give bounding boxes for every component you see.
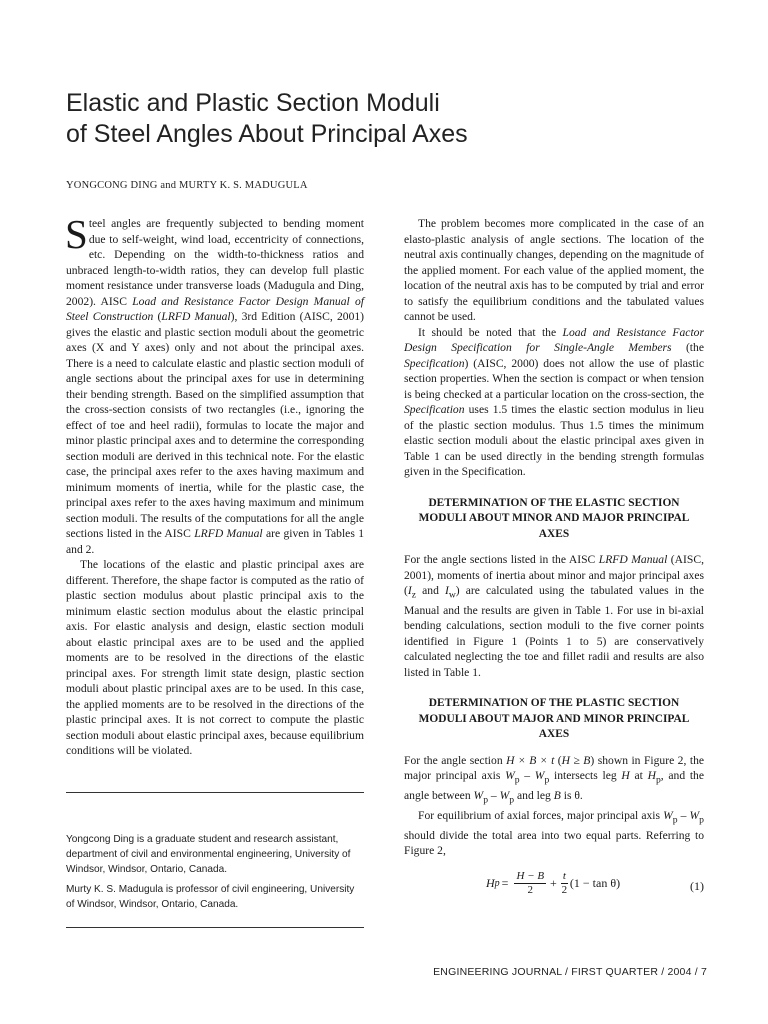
right-column [404,216,704,859]
paper-title [66,88,726,150]
equation-lhs: H [486,876,495,890]
page-footer: ENGINEERING JOURNAL / FIRST QUARTER / 2004 / 7 [433,966,707,978]
elastic-moduli-paragraph: For the angle sections listed in the AISC LRFD Manual (AISC, 2001), moments of inertia about minor and major principal axes ($I_z$ and $I_w$) are calculated using the tabulated values in the Manual and the results are given in Table 1. For use in bi-axial bending calculations, section moduli to the five corner points identified in Figure 1 (Points 1 to 5) are conservatively calculated neglecting the toe and fillet radii and results are also listed in Table 1. [404,553,704,679]
title-line-2: of Steel Angles About Principal Axes [66,120,468,148]
fraction-h-minus-b: $\frac{H - B}{2}$ [516,870,545,896]
footnote-ding: Yongcong Ding is a graduate student and research assistant, department of civil and environmental engineering, University of Windsor, Windsor, Ontario, Canada. [66,834,351,875]
section-heading-elastic: DETERMINATION OF THE ELASTIC SECTION MODULI ABOUT MINOR AND MAJOR PRINCIPAL AXES [418,496,690,540]
intro-paragraph: Steel angles are frequently subjected to bending moment due to self-weight, wind load, eccentricity of connections, etc. Depending on the width-to-thickness ratios and unbraced length-to-width ratios, they can develop full plastic moment resistance under transverse loads (Madugula and Ding, 2002). AISC Load and Resistance Factor Design Manual of Steel Construction (LRFD Manual), 3rd Edition (AISC, 2001) gives the elastic and plastic section moduli about the geometric axes (X and Y axes) only and not about the principal axes. There is a need to calculate elastic and plastic section moduli of angle sections about the principal axes for use in determining their bending strength. Based on the simplified assumption that the cross-section consists of two rectangles (i.e., ignoring the effect of toe and heel radii), formulas to locate the major and minor plastic principal axes and to determine the corresponding section moduli are derived in this technical note. For the elastic case, the principal axes refer to the axes having maximum and minimum moments of inertia, while for the plastic case, the principal axes refer to the axes having maximum and minimum section moduli. The results of the computations for all the angle sections listed in the AISC LRFD Manual are given in Tables 1 and 2. [65,211,365,556]
equation-body: H p = $\frac{H - B}{2}$ + $\frac{t}{2}$ (1 − tan θ) [486,870,621,896]
title-line-1: Elastic and Plastic Section Moduli [66,89,440,117]
drop-cap: S [65,211,88,257]
footnote-divider-top [66,792,364,793]
specification-paragraph: It should be noted that the Load and Resistance Factor Design Specification for Single-Angle Members (the Specification) (AISC, 2000) does not allow the use of plastic section properties. When the section is compact or when tension is being checked at a particular location on the cross-section, the Specification uses 1.5 times the elastic section modulus in lieu of the plastic section modulus. Thus 1.5 times the minimum elastic section moduli about the elastic principal axes given in Table 1 can be used directly in the bending strength formulas given in the Specification. [404,325,704,478]
section-heading-plastic: DETERMINATION OF THE PLASTIC SECTION MODULI ABOUT MAJOR AND MINOR PRINCIPAL AXES [418,697,690,741]
equation-1 [404,866,704,906]
elasto-plastic-paragraph: The problem becomes more complicated in the case of an elasto-plastic analysis of angle sections. The location of the neutral axis continually changes, depending on the magnitude of the applied moment. For each value of the applied moment, the location of the neutral axis has to be computed by trial and error to satisfy the equilibrium conditions and the tabulated values cannot be used. [404,217,704,323]
author-line: YONGCONG DING and MURTY K. S. MADUGULA [66,180,308,191]
footnote-madugula: Murty K. S. Madugula is professor of civil engineering, University of Windsor, Windsor, Ontario, Canada. [66,884,355,910]
left-column [65,211,365,759]
principal-axes-paragraph: The locations of the elastic and plastic principal axes are different. Therefore, the shape factor is computed as the ratio of plastic section modulus about plastic principal axis to the minimum elastic section modulus about the elastic principal axis. For elastic analysis and design, elastic section moduli about elastic principal axes are to be used and the applied moments are to be resolved in the directions of the elastic principal axes. For strength limit state design, plastic section moduli about plastic principal axes are to be used. In this case, the applied moments are to be resolved in the directions of the plastic principal axes. It is not correct to compute the plastic section moduli about elastic principal axes, because equilibrium conditions will be violated. [66,558,364,757]
fraction-t-over-2: $\frac{t}{2}$ [561,870,568,896]
plastic-axis-paragraph: For the angle section H × B × t (H ≥ B) shown in Figure 2, the major principal axis $W_p - W_p$ intersects leg H at $H_p$, and the angle between $W_p - W_p$ and leg B is θ. [404,753,705,806]
equilibrium-paragraph: For equilibrium of axial forces, major principal axis $W_p - W_p$ should divide the total area into two equal parts. Referring to Figure 2, [404,808,704,858]
footnote-divider-bottom [66,927,364,928]
equation-number: (1) [690,879,704,893]
